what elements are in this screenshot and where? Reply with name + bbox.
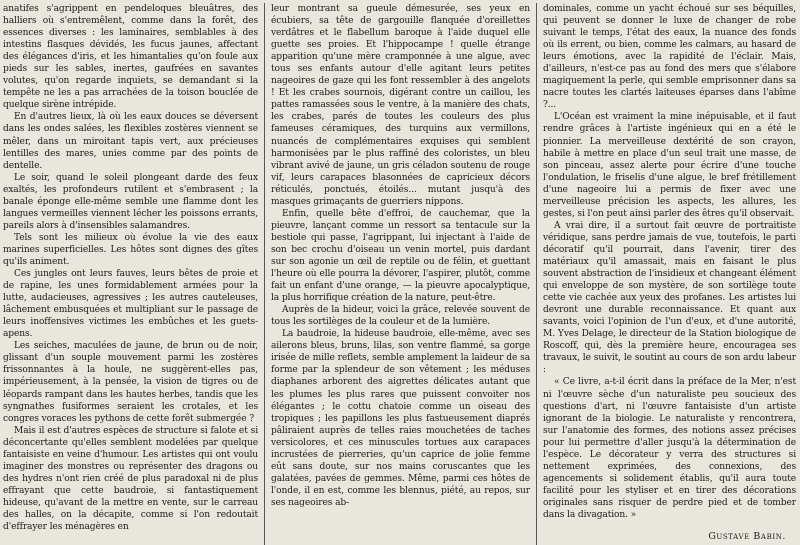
paragraph: Enfin, quelle bête d'effroi, de cauchemar, que la pieuvre, lançant comme un ressort sa tentacule sur la bestiole qui passe, l'agrippant, lui injectant à l'aide de son bec crochu d'oiseau un venin mortel, puis dardant sur son agonie un œil de reptile ou de félin, et guettant l'heure où elle pourra la dévorer, l'aspirer, plutôt, comme fait un enfant d'une orange, — la pieuvre apocalyptique, la plus horrifique création de la nature, peut-être. <box>271 208 530 304</box>
text-column-2 <box>264 3 536 545</box>
paragraph: dominales, comme un yacht échoué sur ses béquilles, qui peuvent se donner le luxe de changer de robe suivant le temps, l'état des eaux, la nuance des fonds où ils errent, ou bien, comme les calmars, au hasard de leurs émotions, avec la rapidité de l'éclair. Mais, d'ailleurs, n'est-ce pas au fond des mers que s'élabore magiquement la perle, qui semble emprisonner dans sa nacre toutes les clartés laiteuses éparses dans l'abîme ?... <box>543 4 796 111</box>
paragraph: Ces jungles ont leurs fauves, leurs bêtes de proie et de rapine, les unes formidablement armées pour la lutte, audacieuses, agressives ; les autres cauteleuses, lâchement embusquées et multipliant sur le passage de leurs inoffensives victimes les embûches et les guets-apens. <box>3 269 258 340</box>
paragraph: La baudroie, la hideuse baudroie, elle-même, avec ses ailerons bleus, bruns, lilas, son ventre flammé, sa gorge irisée de mille reflets, semble amplement la laideur de sa forme par la splendeur de son vêtement ; les méduses diaphanes arborent des aigrettes délicates autant que les plumes les plus rares que puissent convoiter nos élégantes ; le cottu chatoie comme un oiseau des tropiques ; les papillons les plus fastueusement diaprés pâliraient auprès de telles raies mouchetées de taches versicolores, et ces minuscules tortues aux carapaces incrustées de pierreries, qu'un caprice de jolie femme eût sans doute, sur nos mains coruscantes que les galatées, pavées de gemmes. Même, parmi ces hôtes de l'onde, il en est, comme les blennus, piété, au repos, sur ses nageoires ab- <box>271 329 530 508</box>
paragraph: Les seiches, maculées de jaune, de brun ou de noir, glissant d'un souple mouvement parmi les zostères frissonnantes à la houle, ne suggèrent-elles pas, impérieusement, à la pensée, la vision de tigres ou de léopards rampant dans les hautes herbes, tandis que les syngnathes fusiformes seraient les crotales, et les congres voraces les pythons de cette forêt submergée ? <box>3 341 258 424</box>
text-column-3 <box>536 3 796 545</box>
paragraph: En d'autres lieux, là où les eaux douces se déversent dans les ondes salées, les flexibles zostères viennent se mêler, dans un miroitant tapis vert, aux précieuses lentilles des mares, unies comme par des points de dentelle. <box>3 112 258 171</box>
text-column-1 <box>3 3 264 545</box>
paragraph: Mais il est d'autres espèces de structure si falote et si déconcertante qu'elles semblent modelées par quelque fantaisiste en veine d'humour. Les artistes qui ont voulu imaginer des monstres ou représenter des dragons ou des hydres n'ont rien créé de plus paradoxal ni de plus effrayant que cette baudroie, si fantastiquement hideuse, qu'avant de la mettre en vente, sur le carreau des halles, on la décapite, comme si l'on redoutait d'effrayer les ménagères en <box>3 425 258 533</box>
paragraph: Le soir, quand le soleil plongeant darde des feux exaltés, les profondeurs rutilent et s'embrasent ; la banale éponge elle-même semble une flamme dont les langues vermeilles viennent lécher les poissons errants, pareils alors à d'insensibles salamandres. <box>3 172 258 231</box>
paragraph: anatifes s'agrippent en pendeloques bleuâtres, des halliers où s'entremêlent, comme dans la forêt, des essences diverses : les laminaires, semblables à des intestins flasques dévidés, les fucus jaunes, affectant des élégances d'iris, et les himantalies qu'on foule aux pieds sur les sables, inertes, gaufrées en savantes volutes, qu'on regarde inquiets, se demandant si la tempête ne les a pas arrachées de la toison bouclée de quelque sirène intrépide. <box>3 4 258 111</box>
paragraph: A vrai dire, il a surtout fait œuvre de portraitiste véridique, sans perdre jamais de vue, toutefois, le parti décoratif qu'il pourrait, dans l'avenir, tirer des matériaux qu'il amassait, mais en faisant le plus souvent abstraction de l'insidieux et changeant élément qui enveloppe de son mystère, de son sortilège toute cette vie cachée aux yeux des profanes. Les artistes lui devront une durable reconnaissance. Et quant aux savants, voici l'opinion de l'un d'eux, et d'une autorité, M. Yves Delage, le directeur de la Station biologique de Roscoff, qui, dès la première heure, encouragea ses travaux, le suivit, le soutint au cours de son ardu labeur : <box>543 220 796 376</box>
paragraph: Tels sont les milieux où évolue la vie des eaux marines superficielles. Les hôtes sont dignes des gîtes qu'ils animent. <box>3 232 258 267</box>
paragraph: « Ce livre, a-t-il écrit dans la préface de la Mer, n'est ni l'œuvre sèche d'un naturaliste peu soucieux des questions d'art, ni l'œuvre fantaisiste d'un artiste ignorant de la biologie. Le naturaliste y rencontrera, sur l'anatomie des formes, des notions assez précises pour lui permettre d'aller jusqu'à la détermination de l'espèce. Le décorateur y verra des structures si nettement exprimées, des connexions, des agencements si solidement établis, qu'il aura toute facilité pour les styliser et en tirer des décorations originales sans risquer de perdre pied et de tomber dans la divagation. » <box>543 377 796 520</box>
paragraph: leur montrant sa gueule démesurée, ses yeux en écubiers, sa tête de gargouille flanquée d'oreillettes verdâtres et le flabellum baroque à l'aide duquel elle guette ses proies. Et l'hippocampe ! quelle étrange apparition qu'une mère cramponnée à une algue, avec tous ses enfants autour d'elle agitant leurs petites nageoires de gaze qui les font ressembler à des angelots ! Et les crabes sournois, digérant contre un caillou, les pattes ramassées sous le ventre, à la manière des chats, les crabes, parés de toutes les couleurs des plus fameuses céramiques, des turquins aux vermillons, nuancés de complémentaires exquises qui semblent harmonisées par le plus raffiné des coloristes, un bleu vibrant avivé de jaune, un gris céladon soutenu de rouge vif, leurs carapaces blasonnées de capricieux décors réticulés, ponctués, étoilés... mutant jusqu'à des masques grimaçants de guerriers nippons. <box>271 4 530 207</box>
paragraph: Auprès de la hideur, voici la grâce, relevée souvent de tous les sortilèges de la couleur et de la lumière. <box>271 305 530 328</box>
author-signature: Gustave Babin. <box>708 531 786 543</box>
paragraph: L'Océan est vraiment la mine inépuisable, et il faut rendre grâces à l'artiste ingénieux qui en a été le pionnier. La merveilleuse dextérité de son crayon, habile à mettre en place d'un seul trait une masse, de son pinceau, assez alerte pour écrire d'une touche l'ondulation, le friselis d'une algue, le bref frétillement d'une nageoire lui a permis de fixer avec une merveilleuse précision les aspects, les allures, les gestes, si l'on peut ainsi parler des êtres qu'il observait. <box>543 112 796 219</box>
